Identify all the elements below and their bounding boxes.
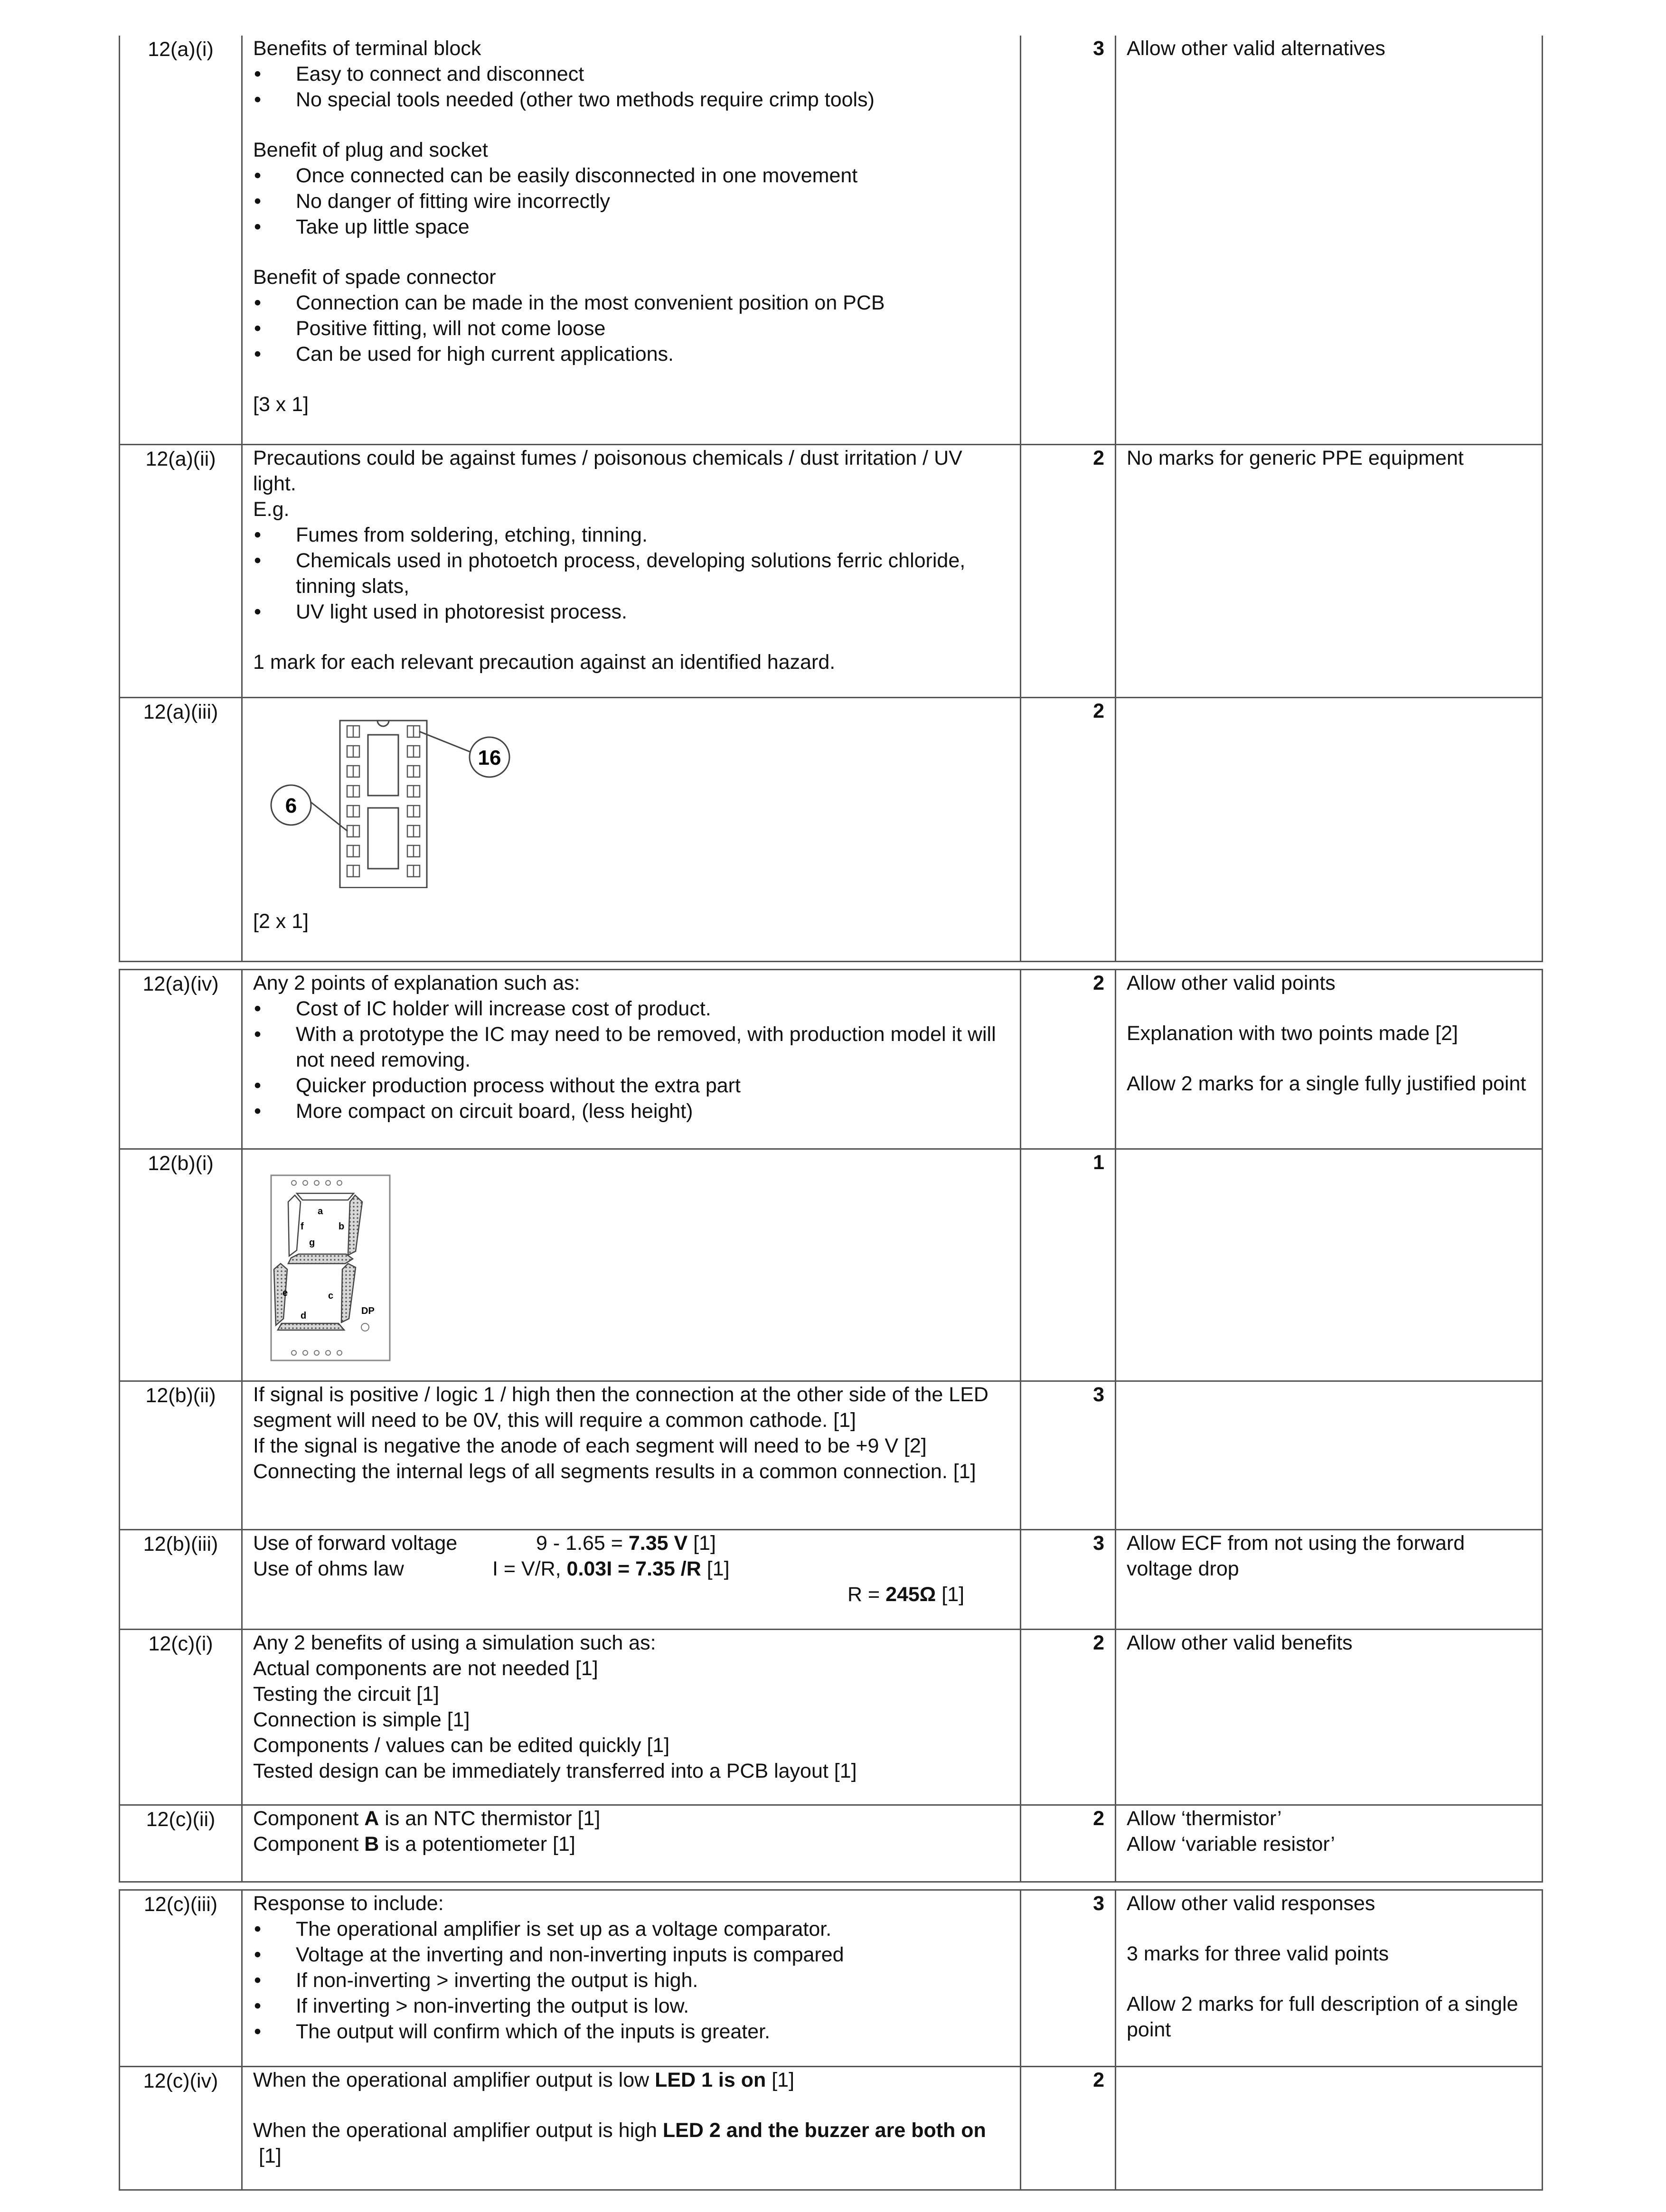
table-row [120, 1629, 1543, 1805]
pin-6-label: 6 [285, 794, 297, 817]
right-pin-column [407, 726, 420, 877]
guidance-cell [1116, 1890, 1543, 2066]
question-number: 12(b)(iii) [120, 1529, 242, 1629]
table-row [120, 2066, 1543, 2190]
calculation-block [253, 1530, 1009, 1607]
list-item: • Cost of IC holder will increase cost of product. [253, 996, 1009, 1022]
mark-scheme-table-3 [119, 1889, 1543, 2191]
calc-label: Use of ohms law [253, 1557, 404, 1580]
list-item: • If non-inverting > inverting the output is high. [253, 1968, 1009, 1993]
list-item: • No danger of fitting wire incorrectly [253, 188, 1009, 214]
guidance-line: Allow other valid responses [1127, 1892, 1375, 1915]
segment-d [278, 1323, 344, 1330]
answer-text: When the operational amplifier output is high [253, 2118, 663, 2142]
segment-label-f: f [301, 1221, 304, 1232]
bullet-list [253, 1916, 1009, 2044]
component-label: B [364, 1832, 379, 1856]
marks-cell: 2 [1021, 1629, 1116, 1805]
answer-line: If the signal is negative the anode of each segment will need to be +9 V [2] [253, 1434, 927, 1457]
guidance-line: 3 marks for three valid points [1127, 1942, 1389, 1965]
answer-text: When the operational amplifier output is low [253, 2068, 655, 2091]
guidance-cell [1116, 1149, 1543, 1381]
guidance-line: Allow ‘variable resistor’ [1127, 1832, 1335, 1856]
socket-window-bottom [368, 808, 398, 869]
mark-allocation: [2 x 1] [253, 909, 309, 933]
segment-label-a: a [318, 1206, 323, 1217]
calc-text: R = [847, 1583, 886, 1606]
marks-cell: 1 [1021, 1149, 1116, 1381]
segment-label-e: e [282, 1287, 288, 1298]
calc-step-1 [536, 1530, 1011, 1556]
marks-cell: 2 [1021, 2066, 1116, 2190]
answer-text: Component [253, 1807, 365, 1830]
answer-cell [242, 969, 1021, 1149]
segment-label-d: d [301, 1310, 307, 1321]
example-label: E.g. [253, 497, 290, 521]
answer-cell [242, 444, 1021, 697]
calc-step-2 [492, 1556, 1011, 1582]
guidance-cell [1116, 2066, 1543, 2190]
answer-cell [242, 1805, 1021, 1882]
guidance-line: Allow 2 marks for a single fully justified point [1127, 1072, 1526, 1095]
question-number: 12(a)(ii) [120, 444, 242, 697]
guidance-cell [1116, 1381, 1543, 1529]
mark-scheme-table-2 [119, 969, 1543, 1883]
list-item: • With a prototype the IC may need to be removed, with production model it will not need removing. [253, 1022, 1009, 1073]
mark-allocation: 1 mark for each relevant precaution against an identified hazard. [253, 650, 836, 674]
calc-text: I = V/R, [492, 1557, 567, 1580]
list-item: • Once connected can be easily disconnected in one movement [253, 163, 1009, 188]
question-number: 12(c)(iv) [120, 2066, 242, 2190]
table-row [120, 36, 1543, 444]
mark-scheme-table-1 [119, 36, 1543, 962]
list-item: • Voltage at the inverting and non-inverting inputs is compared [253, 1942, 1009, 1968]
answer-line [253, 2118, 1009, 2169]
seven-segment-display-diagram [253, 1171, 395, 1370]
answer-cell [242, 36, 1021, 444]
answer-line: Connection is simple [1] [253, 1708, 470, 1731]
list-item: • The output will confirm which of the inputs is greater. [253, 2019, 1009, 2044]
answer-cell [242, 1529, 1021, 1629]
marks-cell: 3 [1021, 1890, 1116, 2066]
question-number: 12(b)(i) [120, 1149, 242, 1381]
guidance-line: Allow other valid points [1127, 971, 1336, 994]
socket-window-top [368, 735, 398, 796]
answer-line: Tested design can be immediately transferred into a PCB layout [1] [253, 1759, 857, 1782]
calc-result: 0.03I = 7.35 /R [566, 1557, 701, 1580]
question-number: 12(c)(i) [120, 1629, 242, 1805]
answer-line [253, 1806, 1009, 1831]
guidance-cell: Allow other valid benefits [1116, 1629, 1543, 1805]
question-number: 12(a)(iii) [120, 697, 242, 961]
answer-text: is a potentiometer [1] [379, 1832, 575, 1856]
guidance-cell [1116, 1805, 1543, 1882]
table-row [120, 1890, 1543, 2066]
answer-text: Component [253, 1832, 365, 1856]
mark-allocation: [3 x 1] [253, 393, 309, 416]
ic-notch [377, 721, 389, 726]
answer-cell [242, 2066, 1021, 2190]
list-item: • If inverting > non-inverting the output is low. [253, 1993, 1009, 2019]
question-number: 12(c)(ii) [120, 1805, 242, 1882]
answer-key-point: LED 2 and the buzzer are both on [662, 2118, 986, 2142]
marks-cell: 3 [1021, 36, 1116, 444]
calc-mark: [1] [936, 1583, 965, 1606]
callout-leader-6 [307, 799, 348, 831]
bullet-list [253, 61, 1009, 112]
section-heading: Benefit of spade connector [253, 266, 496, 289]
segment-g [288, 1254, 353, 1264]
mark-scheme-sheet [119, 36, 1542, 2191]
question-number: 12(b)(ii) [120, 1381, 242, 1529]
list-item: • Fumes from soldering, etching, tinning. [253, 522, 1009, 548]
table-gap [119, 962, 1542, 969]
decimal-point [361, 1323, 369, 1331]
answer-line: Components / values can be edited quickly [1] [253, 1734, 670, 1757]
pin-16-label: 16 [478, 746, 501, 769]
list-item: • Positive fitting, will not come loose [253, 316, 1009, 341]
answer-key-point: LED 1 is on [655, 2068, 766, 2091]
answer-line: Actual components are not needed [1] [253, 1657, 598, 1680]
answer-cell [242, 697, 1021, 961]
list-item: • UV light used in photoresist process. [253, 599, 1009, 625]
answer-text: [1] [766, 2068, 795, 2091]
marks-cell: 2 [1021, 697, 1116, 961]
section-heading: Benefits of terminal block [253, 37, 481, 60]
marks-cell: 2 [1021, 444, 1116, 697]
guidance-line: Allow ‘thermistor’ [1127, 1807, 1282, 1830]
ic-holder-diagram [253, 698, 538, 888]
list-item: • Take up little space [253, 214, 1009, 240]
answer-line [253, 1831, 1009, 1857]
bullet-list [253, 163, 1009, 240]
component-label: A [364, 1807, 379, 1830]
left-pin-column [347, 726, 359, 877]
guidance-cell [1116, 697, 1543, 961]
section-heading: Benefit of plug and socket [253, 139, 488, 161]
table-row [120, 444, 1543, 697]
calc-step-3 [536, 1582, 1011, 1607]
calc-result: 245Ω [885, 1583, 936, 1606]
list-item: • More compact on circuit board, (less height) [253, 1098, 1009, 1124]
table-row [120, 1381, 1543, 1529]
marks-cell: 3 [1021, 1381, 1116, 1529]
answer-intro: Precautions could be against fumes / poisonous chemicals / dust irritation / UV light. [253, 446, 962, 495]
question-number: 12(c)(iii) [120, 1890, 242, 2066]
segment-label-g: g [309, 1237, 315, 1248]
calc-label: Use of forward voltage [253, 1531, 458, 1555]
answer-cell [242, 1890, 1021, 2066]
guidance-cell: Allow ECF from not using the forward voltage drop [1116, 1529, 1543, 1629]
answer-cell [242, 1629, 1021, 1805]
answer-text: is an NTC thermistor [1] [379, 1807, 601, 1830]
answer-line: Testing the circuit [1] [253, 1682, 439, 1706]
table-row [120, 969, 1543, 1149]
answer-cell [242, 1149, 1021, 1381]
answer-intro: Any 2 points of explanation such as: [253, 971, 580, 994]
guidance-cell: No marks for generic PPE equipment [1116, 444, 1543, 697]
segment-label-c: c [328, 1290, 334, 1301]
marks-cell: 3 [1021, 1529, 1116, 1629]
calc-mark: [1] [687, 1531, 716, 1555]
list-item: • Chemicals used in photoetch process, developing solutions ferric chloride, tinning slats, [253, 548, 1009, 599]
table-row [120, 697, 1543, 961]
answer-text: [1] [253, 2144, 282, 2167]
answer-cell [242, 1381, 1021, 1529]
list-item: • Quicker production process without the extra part [253, 1073, 1009, 1098]
list-item: • The operational amplifier is set up as a voltage comparator. [253, 1916, 1009, 1942]
segment-a [297, 1193, 354, 1200]
segment-label-dp: DP [361, 1305, 375, 1316]
list-item: • No special tools needed (other two methods require crimp tools) [253, 87, 1009, 112]
table-row [120, 1805, 1543, 1882]
table-row [120, 1149, 1543, 1381]
question-number: 12(a)(i) [120, 36, 242, 444]
list-item: • Connection can be made in the most convenient position on PCB [253, 290, 1009, 316]
answer-line: Any 2 benefits of using a simulation such as: [253, 1631, 656, 1654]
bullet-list [253, 996, 1009, 1124]
answer-line [253, 2067, 1009, 2093]
calc-mark: [1] [701, 1557, 730, 1580]
answer-line: Connecting the internal legs of all segments results in a common connection. [1] [253, 1460, 976, 1483]
calc-result: 7.35 V [628, 1531, 688, 1555]
guidance-line: Explanation with two points made [2] [1127, 1022, 1458, 1045]
answer-intro: Response to include: [253, 1892, 444, 1915]
segment-label-b: b [339, 1221, 345, 1232]
question-number: 12(a)(iv) [120, 969, 242, 1149]
marks-cell: 2 [1021, 1805, 1116, 1882]
table-row [120, 1529, 1543, 1629]
list-item: • Can be used for high current applications. [253, 341, 1009, 367]
calc-text: 9 - 1.65 = [536, 1531, 629, 1555]
guidance-cell [1116, 969, 1543, 1149]
bullet-list [253, 290, 1009, 367]
list-item: • Easy to connect and disconnect [253, 61, 1009, 87]
answer-line: If signal is positive / logic 1 / high then the connection at the other side of the LED segment will need to be 0V, this will require a common cathode. [1] [253, 1383, 988, 1432]
table-gap [119, 1883, 1542, 1889]
bullet-list [253, 522, 1009, 625]
guidance-cell: Allow other valid alternatives [1116, 36, 1543, 444]
marks-cell: 2 [1021, 969, 1116, 1149]
guidance-line: Allow 2 marks for full description of a single point [1127, 1992, 1518, 2041]
